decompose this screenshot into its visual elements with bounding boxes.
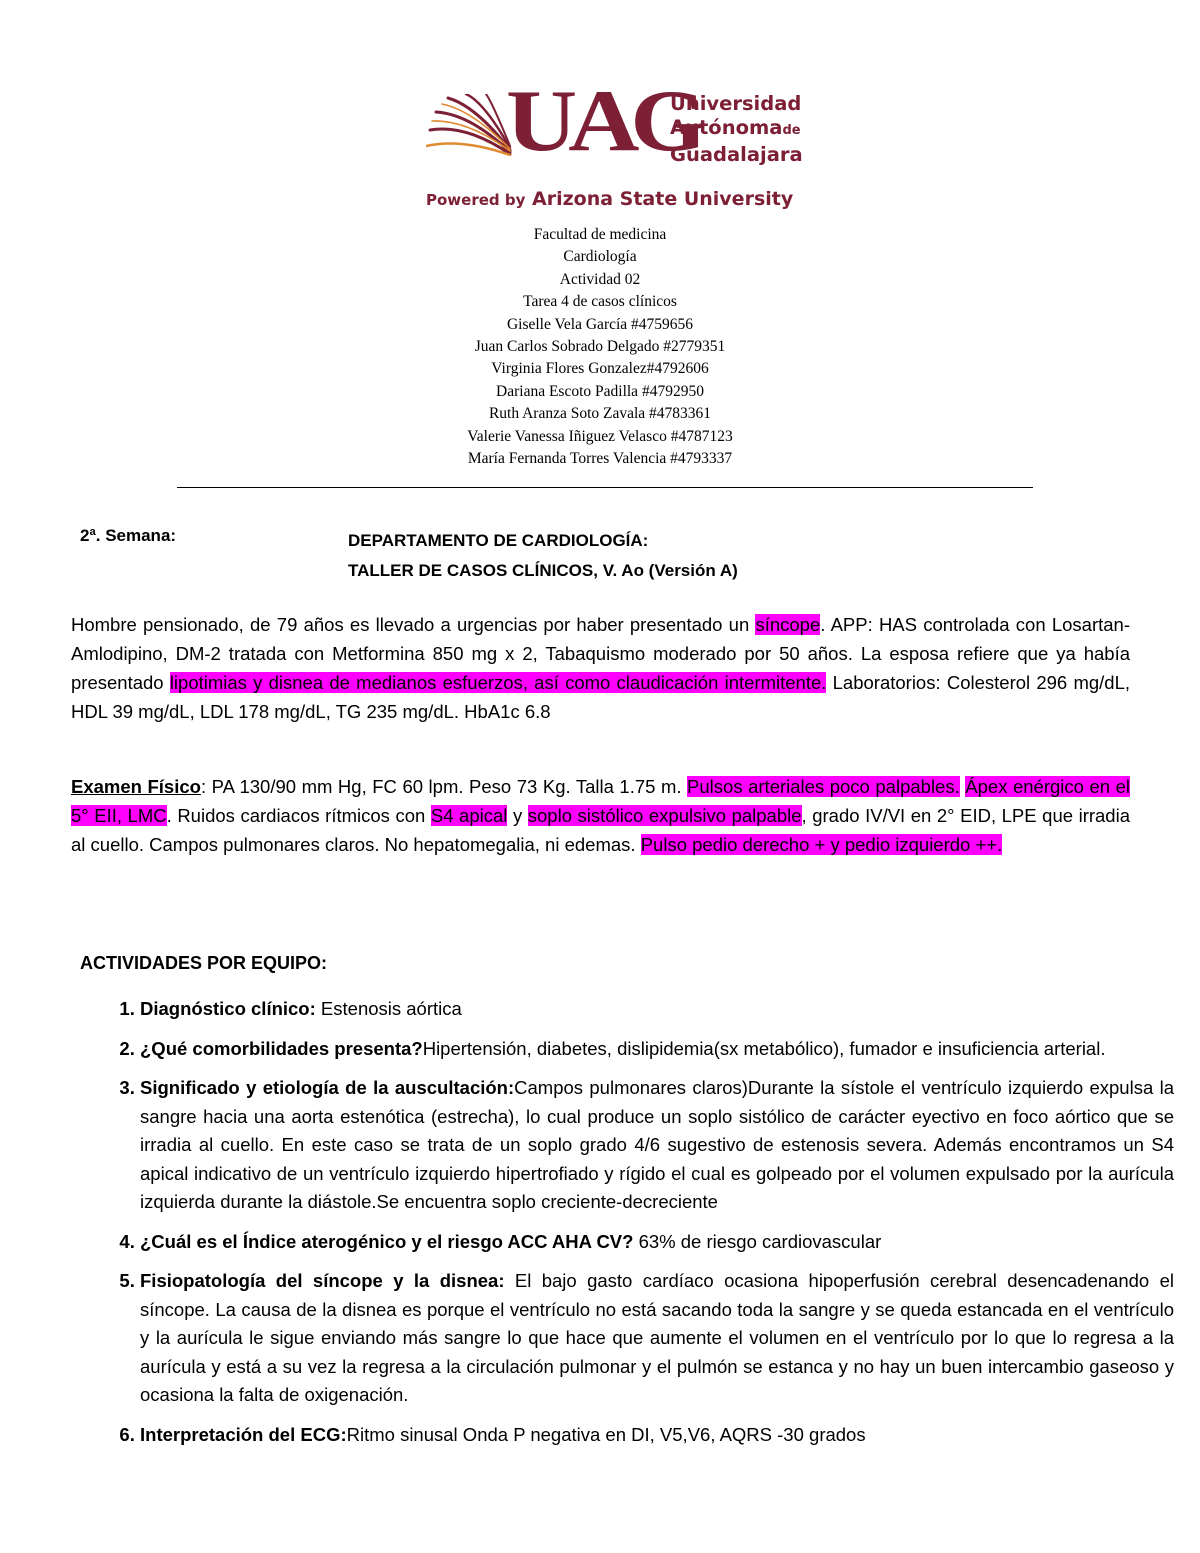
- physical-exam: Examen Físico: PA 130/90 mm Hg, FC 60 lpm. Peso 73 Kg. Talla 1.75 m. Pulsos arteriales poco palpables. Ápex enérgico en el 5° EII, LMC. Ruidos cardiacos rítmicos con S4 apical y soplo sistólico expulsivo palpable, grado IV/VI en 2° EID, LPE que irradia al cuello. Campos pulmonares claros. No hepatomegalia, ni edemas. Pulso pedio derecho + y pedio izquierdo ++.: [71, 776, 1130, 855]
- header-line: Valerie Vanessa Iñiguez Velasco #4787123: [467, 427, 733, 445]
- header-line: Tarea 4 de casos clínicos: [523, 293, 677, 311]
- department-title-line1: DEPARTAMENTO DE CARDIOLOGÍA:: [348, 531, 649, 550]
- university-name-line3: Guadalajara: [670, 143, 803, 166]
- highlight: Pulso pedio derecho + y pedio izquierdo ++.: [640, 834, 1003, 855]
- header-divider: [177, 487, 1033, 488]
- header-line: Actividad 02: [559, 270, 641, 288]
- activity-item: 2. ¿Qué comorbilidades presenta?Hipertensión, diabetes, dislipidemia(sx metabólico), fumador e insuficiencia arterial.: [140, 1035, 1174, 1064]
- highlight: lipotimias y disnea de medianos esfuerzos, así como claudicación intermitente.: [169, 672, 827, 693]
- header-line: Cardiología: [563, 248, 637, 266]
- activity-item: 6. Interpretación del ECG:Ritmo sinusal Onda P negativa en DI, V5,V6, AQRS -30 grados: [140, 1421, 1174, 1450]
- uag-wordmark: UAG: [506, 73, 699, 170]
- highlight: S4 apical: [430, 805, 508, 826]
- header-line: Juan Carlos Sobrado Delgado #2779351: [474, 338, 726, 356]
- powered-by-asu: Powered by Arizona State University: [426, 188, 794, 210]
- header-line: Facultad de medicina: [533, 226, 667, 243]
- department-title-line2: TALLER DE CASOS CLÍNICOS, V. Ao (Versión A): [348, 561, 738, 580]
- activity-item: 5. Fisiopatología del síncope y la disnea: El bajo gasto cardíaco ocasiona hipoperfusión cerebral desencadenando el síncope. La causa de la disnea es porque el ventrículo no está sacando toda la sangre y se queda estancada en el ventrículo y la aurícula le sigue enviando más sangre lo que hace que aumente el volumen en el ventrículo por lo que lo regresa a la aurícula y está a su vez la regresa a la circulación pulmonar y el pulmón se estanca y no hay un buen intercambio gaseoso y ocasiona la falta de oxigenación.: [140, 1267, 1174, 1410]
- highlight: Ápex enérgico en el 5° EII, LMC: [71, 776, 1130, 826]
- activities-list: [106, 995, 1174, 1460]
- highlight: Pulsos arteriales poco palpables.: [687, 776, 960, 797]
- department-title: [348, 526, 738, 586]
- highlight: síncope: [755, 614, 821, 635]
- uag-fan-emblem: [426, 94, 512, 156]
- uag-logo: [426, 73, 806, 214]
- case-presentation: Hombre pensionado, de 79 años es llevado a urgencias por haber presentado un síncope. APP: HAS controlada con Losartan-Amlodipino, DM-2 tratada con Metformina 850 mg x 2, Tabaquismo moderado por 50 años. La esposa refiere que ya había presentado lipotimias y disnea de medianos esfuerzos, así como claudicación intermitente. Laboratorios: Colesterol 296 mg/dL, HDL 39 mg/dL, LDL 178 mg/dL, TG 235 mg/dL. HbA1c 6.8: [71, 614, 1131, 722]
- cover-header: [0, 224, 1200, 470]
- activity-item: 3. Significado y etiología de la auscultación:Campos pulmonares claros)Durante la sístole el ventrículo izquierdo expulsa la sangre hacia una aorta estenótica (estrecha), lo cual produce un soplo sistólico de carácter eyectivo en foco aórtico que se irradia al cuello. En este caso se trata de un soplo grado 4/6 sugestivo de estenosis severa. Además encontramos un S4 apical indicativo de un ventrículo izquierdo hipertrofiado y rígido el cual es golpeado por el volumen expulsado por la aurícula izquierda durante la diástole.Se encuentra soplo creciente-decreciente: [140, 1074, 1174, 1217]
- university-name-line1: Universidad: [670, 92, 802, 115]
- physical-exam-label: Examen Físico: [71, 776, 201, 797]
- activities-title: ACTIVIDADES POR EQUIPO:: [80, 953, 328, 973]
- header-line: Dariana Escoto Padilla #4792950: [496, 382, 704, 400]
- highlight: soplo sistólico expulsivo palpable: [527, 805, 802, 826]
- week-label: 2ª. Semana:: [80, 526, 177, 545]
- header-line: María Fernanda Torres Valencia #4793337: [467, 450, 733, 468]
- university-name-line2: Autónomade: [670, 116, 801, 139]
- header-line: Giselle Vela García #4759656: [506, 315, 694, 333]
- activity-item: 4. ¿Cuál es el Índice aterogénico y el riesgo ACC AHA CV? 63% de riesgo cardiovascular: [140, 1228, 1174, 1257]
- header-line: Virginia Flores Gonzalez#4792606: [491, 360, 709, 378]
- activity-item: 1. Diagnóstico clínico: Estenosis aórtica: [140, 995, 1174, 1024]
- university-name: [670, 92, 803, 167]
- header-line: Ruth Aranza Soto Zavala #4783361: [488, 405, 712, 423]
